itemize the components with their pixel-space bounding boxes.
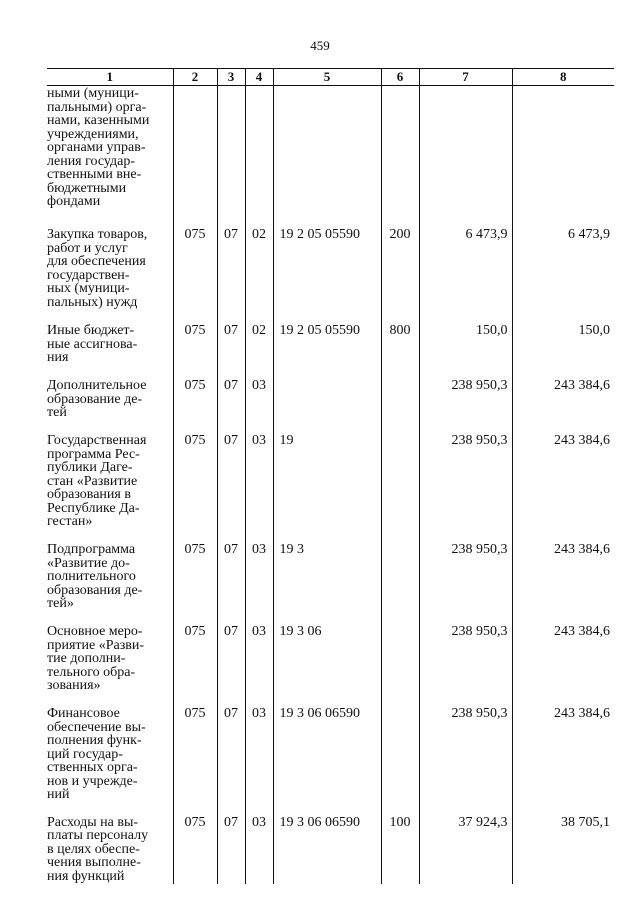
expense-type-code — [381, 611, 419, 693]
table-row — [47, 86, 614, 215]
section-code — [217, 86, 245, 215]
header-col-6: 6 — [381, 69, 419, 86]
section-code: 07 — [217, 214, 245, 310]
table-row — [47, 214, 614, 310]
row-name: Иные бюджет- ные ассигнова- ния — [47, 323, 138, 365]
section-code: 07 — [217, 420, 245, 529]
header-col-3: 3 — [217, 69, 245, 86]
row-name: Дополнительное образование де- тей — [47, 378, 147, 420]
expense-type-code: 200 — [381, 214, 419, 310]
amount-col-8: 243 384,6 — [512, 693, 614, 802]
subsection-code: 02 — [245, 310, 273, 365]
ministry-code: 075 — [173, 420, 217, 529]
row-name: Закупка товаров, работ и услуг для обеспечения государствен- ных (муници- пальных) нужд — [47, 227, 148, 310]
header-col-7: 7 — [419, 69, 512, 86]
ministry-code: 075 — [173, 802, 217, 884]
table-row — [47, 310, 614, 365]
table-row — [47, 365, 614, 420]
ministry-code: 075 — [173, 611, 217, 693]
subsection-code: 03 — [245, 529, 273, 611]
amount-col-7: 238 950,3 — [419, 693, 512, 802]
target-article-code: 19 2 05 05590 — [273, 214, 381, 310]
amount-col-7: 150,0 — [419, 310, 512, 365]
section-code: 07 — [217, 529, 245, 611]
row-name: Расходы на вы- платы персоналу в целях обеспе- чения выполне- ния функций — [47, 814, 149, 884]
target-article-code: 19 2 05 05590 — [273, 310, 381, 365]
table-row — [47, 802, 614, 884]
ministry-code: 075 — [173, 693, 217, 802]
table-row — [47, 693, 614, 802]
section-code: 07 — [217, 365, 245, 420]
header-col-2: 2 — [173, 69, 217, 86]
budget-table — [47, 68, 614, 884]
section-code: 07 — [217, 310, 245, 365]
table-header — [47, 69, 614, 86]
ministry-code — [173, 86, 217, 215]
ministry-code: 075 — [173, 365, 217, 420]
amount-col-7: 238 950,3 — [419, 529, 512, 611]
subsection-code: 03 — [245, 420, 273, 529]
subsection-code: 02 — [245, 214, 273, 310]
amount-col-8: 243 384,6 — [512, 365, 614, 420]
expense-type-code — [381, 86, 419, 215]
table-row — [47, 611, 614, 693]
amount-col-8: 38 705,1 — [512, 802, 614, 884]
ministry-code: 075 — [173, 310, 217, 365]
page-number: 459 — [310, 38, 330, 53]
header-col-5: 5 — [273, 69, 381, 86]
subsection-code: 03 — [245, 611, 273, 693]
ministry-code: 075 — [173, 529, 217, 611]
amount-col-7: 238 950,3 — [419, 611, 512, 693]
amount-col-7: 37 924,3 — [419, 802, 512, 884]
table-row — [47, 529, 614, 611]
target-article-code — [273, 365, 381, 420]
amount-col-7: 238 950,3 — [419, 365, 512, 420]
section-code: 07 — [217, 611, 245, 693]
expense-type-code — [381, 365, 419, 420]
section-code: 07 — [217, 693, 245, 802]
amount-col-8: 243 384,6 — [512, 529, 614, 611]
target-article-code: 19 3 06 — [273, 611, 381, 693]
row-name: ными (муници- пальными) орга- нами, казенными учреждениями, органами управ- ления государ- ственными вне- бюджетными фондами — [47, 86, 150, 209]
table-row — [47, 420, 614, 529]
expense-type-code — [381, 693, 419, 802]
target-article-code: 19 — [273, 420, 381, 529]
expense-type-code: 100 — [381, 802, 419, 884]
target-article-code: 19 3 06 06590 — [273, 802, 381, 884]
subsection-code: 03 — [245, 365, 273, 420]
expense-type-code — [381, 420, 419, 529]
amount-col-8: 243 384,6 — [512, 611, 614, 693]
amount-col-8: 6 473,9 — [512, 214, 614, 310]
expense-type-code — [381, 529, 419, 611]
row-name: Основное меро- приятие «Разви- тие дополни- тельного обра- зования» — [47, 624, 145, 693]
expense-type-code: 800 — [381, 310, 419, 365]
row-name: Финансовое обеспечение вы- полнения функ- ций государ- ственных орга- нов и учрежде- ний — [47, 706, 146, 802]
subsection-code — [245, 86, 273, 215]
target-article-code — [273, 86, 381, 215]
amount-col-8: 243 384,6 — [512, 420, 614, 529]
header-col-1: 1 — [47, 69, 173, 86]
target-article-code: 19 3 — [273, 529, 381, 611]
row-name: Подпрограмма «Развитие до- полнительного образования де- тей» — [47, 542, 143, 611]
section-code: 07 — [217, 802, 245, 884]
subsection-code: 03 — [245, 693, 273, 802]
amount-col-7 — [419, 86, 512, 215]
header-col-8: 8 — [512, 69, 614, 86]
table-body — [47, 86, 614, 884]
subsection-code: 03 — [245, 802, 273, 884]
amount-col-7: 238 950,3 — [419, 420, 512, 529]
target-article-code: 19 3 06 06590 — [273, 693, 381, 802]
ministry-code: 075 — [173, 214, 217, 310]
header-col-4: 4 — [245, 69, 273, 86]
amount-col-8: 150,0 — [512, 310, 614, 365]
header-row — [47, 69, 614, 86]
row-name: Государственная программа Рес- публики Даге- стан «Развитие образования в Республике Да- гестан» — [47, 433, 147, 529]
amount-col-7: 6 473,9 — [419, 214, 512, 310]
amount-col-8 — [512, 86, 614, 215]
